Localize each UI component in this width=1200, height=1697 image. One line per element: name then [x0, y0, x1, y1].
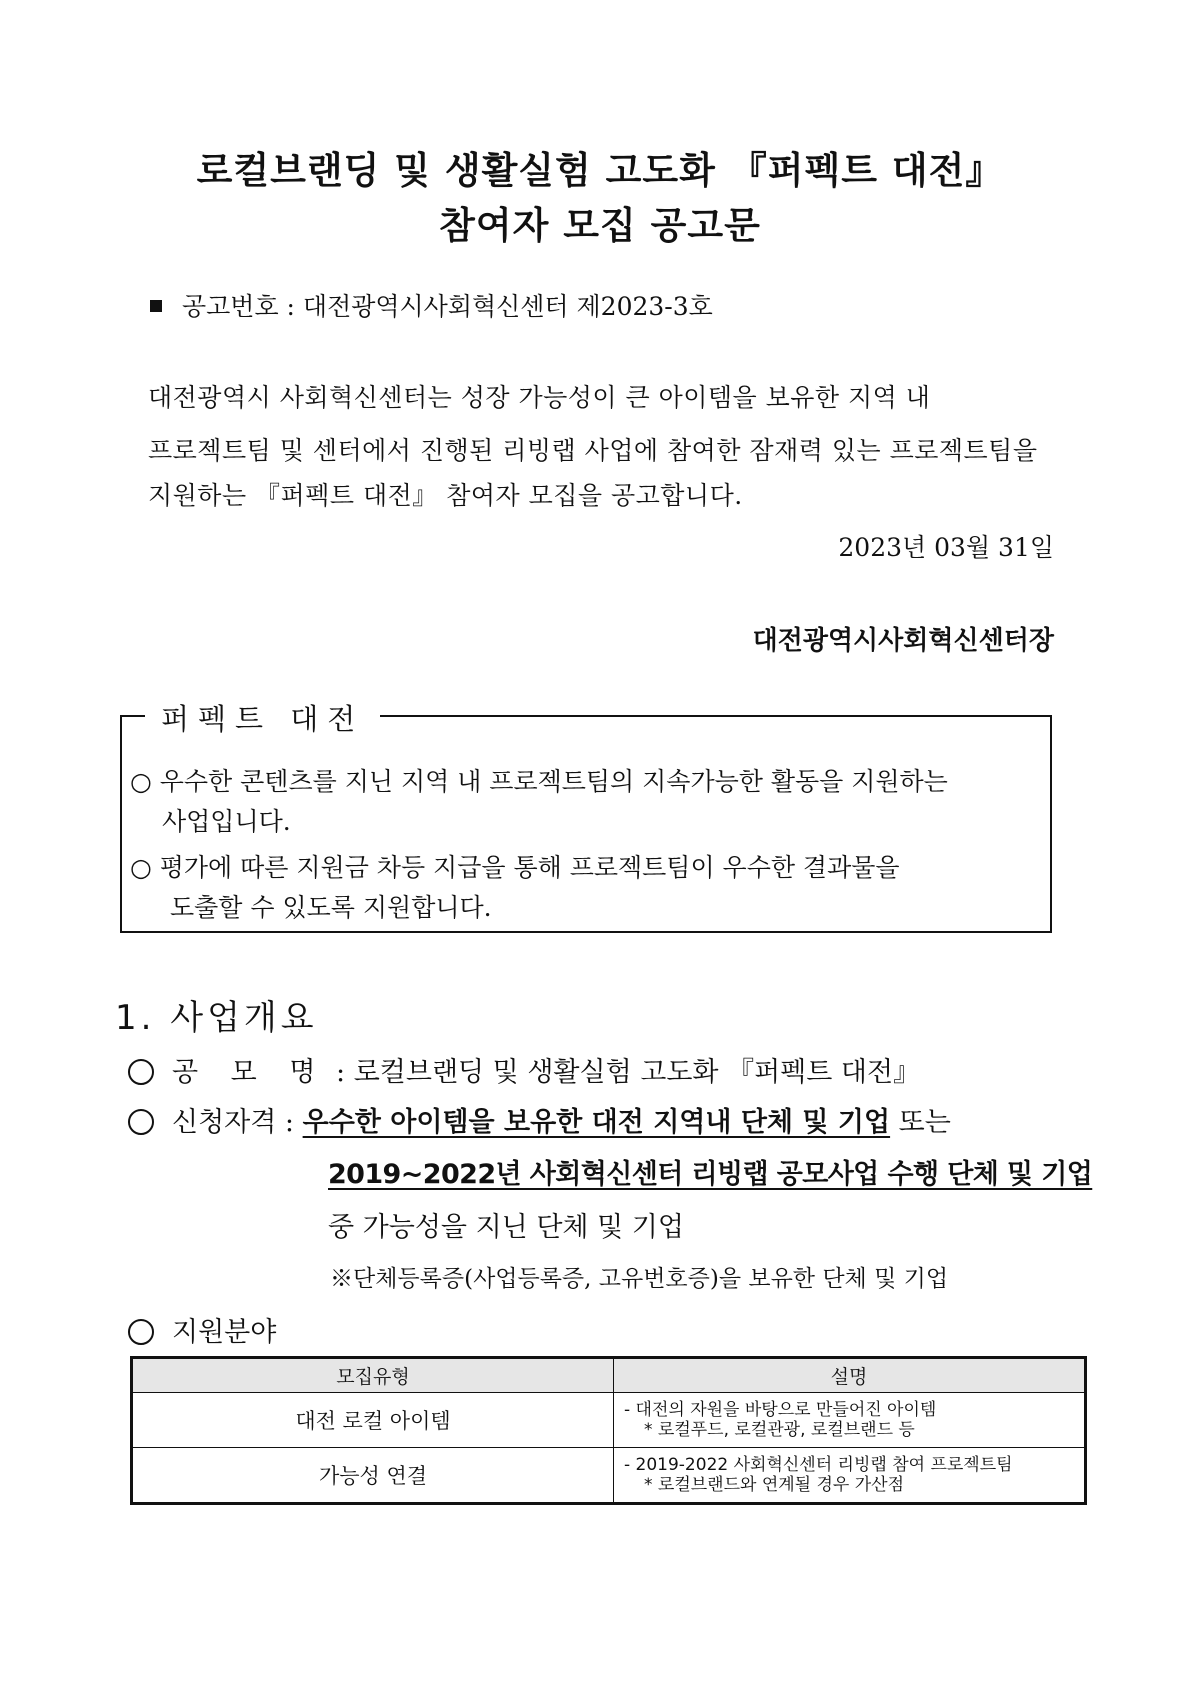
circle-bullet-icon: [128, 1059, 154, 1085]
desc-line: - 대전의 자원을 바탕으로 만들어진 아이템: [624, 1400, 937, 1420]
eligibility-label: 신청자격: [172, 1107, 277, 1138]
overview-eligibility-item: [128, 1100, 951, 1139]
summary-box-line: ○ 우수한 콘텐츠를 지닌 지역 내 프로젝트팀의 지속가능한 활동을 지원하는: [130, 767, 948, 796]
document-title-line1: 로컬브랜딩 및 생활실험 고도화 『퍼펙트 대전』: [196, 149, 1004, 192]
overview-name-item: [128, 1050, 920, 1089]
table-cell-type: 대전 로컬 아이템: [132, 1393, 614, 1448]
document-title-line2: 참여자 모집 공고문: [439, 204, 761, 247]
circle-bullet-icon: [128, 1109, 154, 1135]
table-row: [132, 1393, 1086, 1448]
table-cell-desc: [614, 1393, 1086, 1448]
table-header-type: 모집유형: [132, 1358, 614, 1393]
notice-number: [150, 287, 713, 323]
signer: 대전광역시사회혁신센터장: [752, 626, 1054, 656]
circle-bullet-icon: [128, 1319, 154, 1345]
eligibility-or: 또는: [898, 1107, 951, 1138]
eligibility-line2: [328, 1152, 1092, 1191]
desc-line: - 2019-2022 사회혁신센터 리빙랩 참여 프로젝트팀: [624, 1455, 1013, 1475]
support-field-table: [130, 1356, 1087, 1505]
notice-number-text: 공고번호 : 대전광역시사회혁신센터 제2023-3호: [182, 292, 713, 321]
eligibility-note: ※단체등록증(사업등록증, 고유번호증)을 보유한 단체 및 기업: [330, 1266, 949, 1292]
eligibility-colon: :: [284, 1107, 295, 1138]
eligibility-line3: 중 가능성을 지닌 단체 및 기업: [328, 1212, 684, 1243]
announcement-date: 2023년 03월 31일: [838, 533, 1054, 562]
table-cell-type: 가능성 연결: [132, 1448, 614, 1504]
summary-box-line: 사업입니다.: [162, 807, 291, 836]
intro-line: 대전광역시 사회혁신센터는 성장 가능성이 큰 아이템을 보유한 지역 내: [148, 383, 931, 412]
section-heading: 1. 사업개요: [115, 998, 318, 1038]
square-bullet-icon: [150, 300, 162, 312]
table-header-desc: 설명: [614, 1358, 1086, 1393]
desc-note: * 로컬브랜드와 연계될 경우 가산점: [644, 1475, 905, 1495]
intro-line: 지원하는 『퍼펙트 대전』 참여자 모집을 공고합니다.: [148, 481, 743, 510]
field-label: 지원분야: [172, 1317, 277, 1348]
desc-note: * 로컬푸드, 로컬관광, 로컬브랜드 등: [644, 1420, 915, 1440]
overview-field-item: [128, 1310, 276, 1349]
summary-box-line: 도출할 수 있도록 지원합니다.: [170, 893, 492, 922]
overview-name-value: : 로컬브랜딩 및 생활실험 고도화 『퍼펙트 대전』: [336, 1057, 921, 1088]
eligibility-underlined-1: 우수한 아이템을 보유한 대전 지역내 단체 및 기업: [302, 1107, 891, 1138]
table-row: [132, 1448, 1086, 1504]
summary-box-line: ○ 평가에 따른 지원금 차등 지급을 통해 프로젝트팀이 우수한 결과물을: [130, 853, 900, 882]
intro-line: 프로젝트팀 및 센터에서 진행된 리빙랩 사업에 참여한 잠재력 있는 프로젝트팀을: [148, 436, 1038, 465]
table-cell-desc: [614, 1448, 1086, 1504]
table-header-row: [132, 1358, 1086, 1393]
overview-name-label: 공 모 명: [172, 1057, 328, 1088]
eligibility-underlined-2: 2019~2022년 사회혁신센터 리빙랩 공모사업 수행 단체 및 기업: [328, 1159, 1093, 1190]
summary-box-title: 퍼펙트 대전: [145, 697, 380, 738]
